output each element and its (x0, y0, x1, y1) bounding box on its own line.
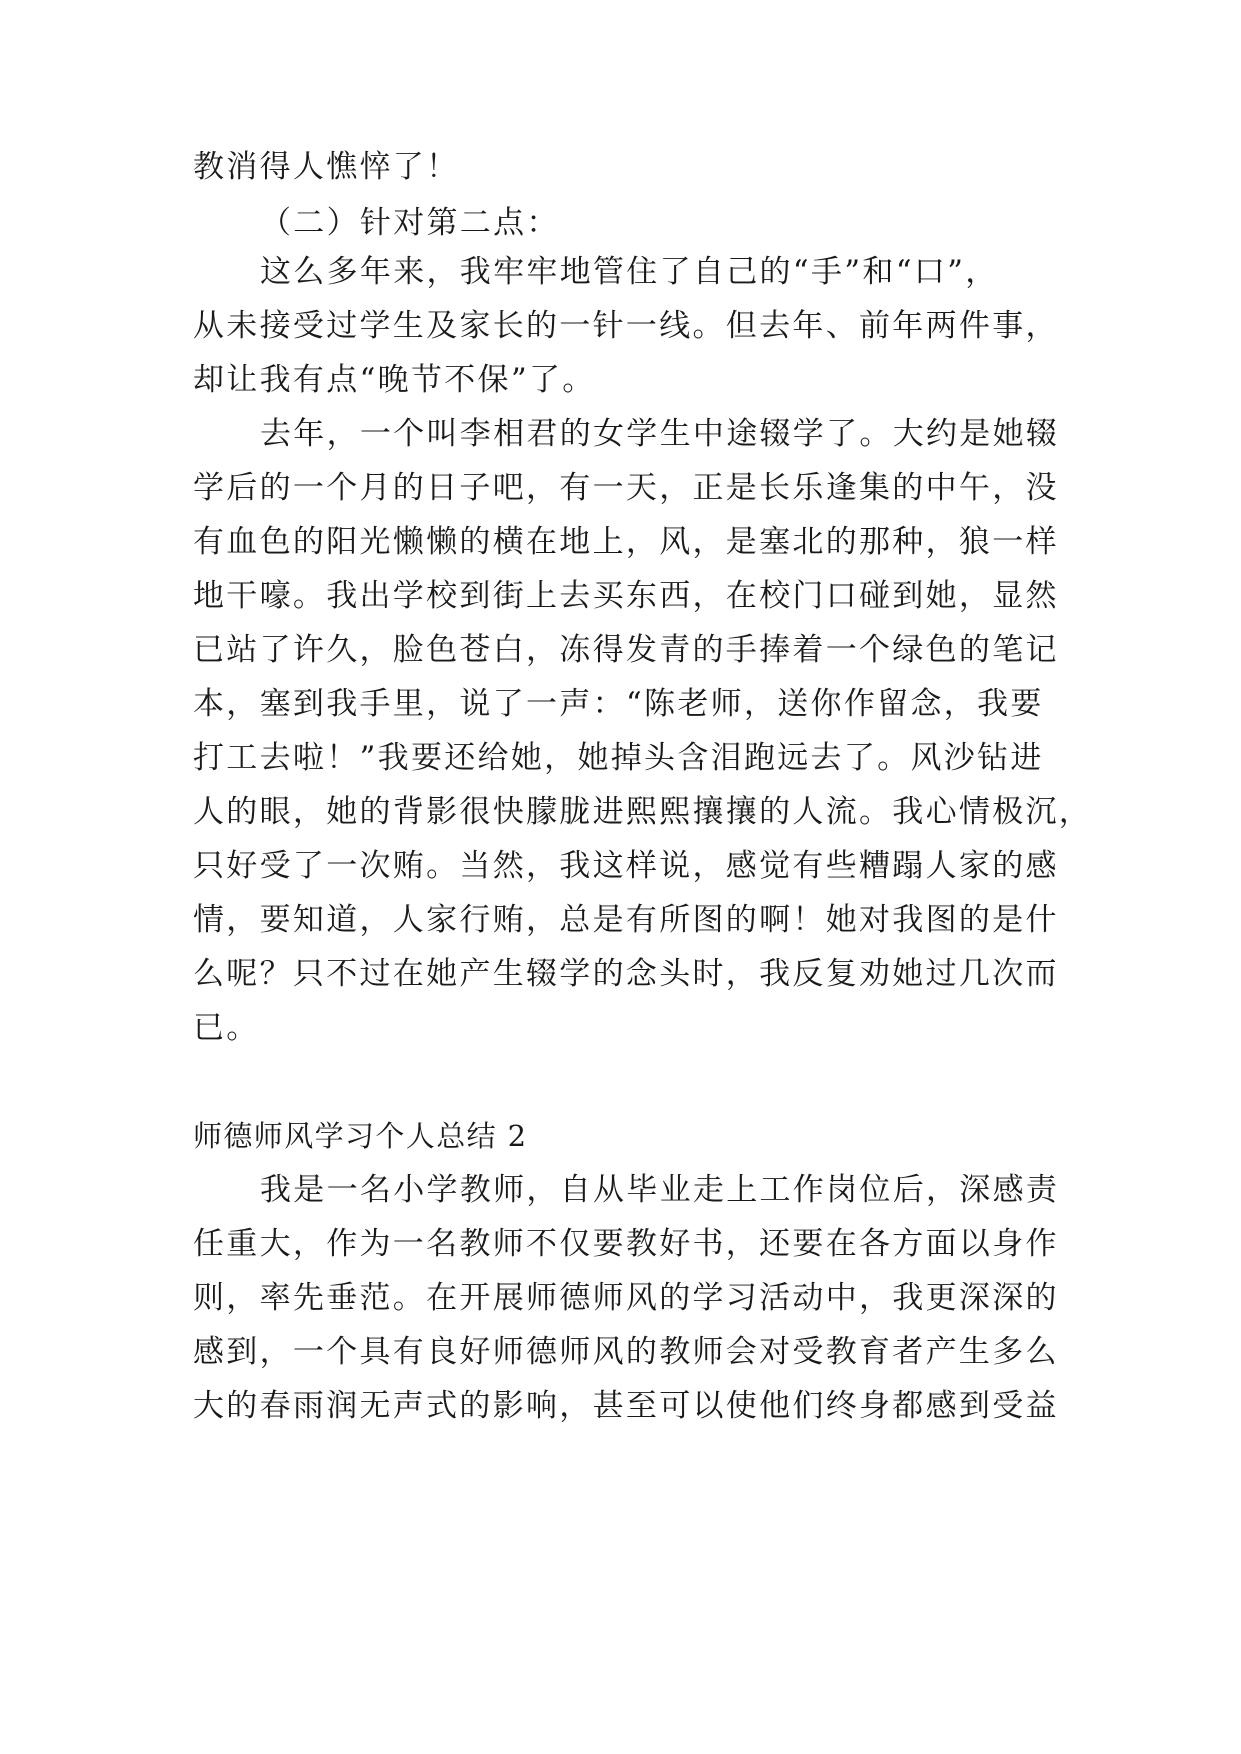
paragraph-line: 已。 (193, 1010, 260, 1046)
paragraph-line: 人的眼，她的背影很快朦胧进熙熙攘攘的人流。我心情极沉， (193, 794, 1093, 830)
paragraph-line: 我是一名小学教师，自从毕业走上工作岗位后，深感责 (260, 1172, 1060, 1208)
paragraph-line: 去年，一个叫李相君的女学生中途辍学了。大约是她辍 (260, 416, 1060, 452)
paragraph-line: 从未接受过学生及家长的一针一线。但去年、前年两件事， (193, 308, 1059, 344)
paragraph-line: 么呢？只不过在她产生辍学的念头时，我反复劝她过几次而 (193, 956, 1059, 992)
paragraph-line: 大的春雨润无声式的影响，甚至可以使他们终身都感到受益 (193, 1388, 1059, 1424)
paragraph-line: 本，塞到我手里，说了一声：“陈老师，送你作留念，我要 (193, 686, 1044, 722)
paragraph-line: 任重大，作为一名教师不仅要教好书，还要在各方面以身作 (193, 1226, 1059, 1262)
top-fragment-line: 教消得人憔悴了！ (193, 149, 460, 185)
paragraph-line: 则，率先垂范。在开展师德师风的学习活动中，我更深深的 (193, 1280, 1059, 1316)
paragraph-line: 已站了许久，脸色苍白，冻得发青的手捧着一个绿色的笔记 (193, 632, 1059, 668)
section-title: 师德师风学习个人总结 2 (193, 1119, 528, 1153)
paragraph-line: 却让我有点“晚节不保”了。 (193, 362, 596, 398)
paragraph-line: 地干嚎。我出学校到街上去买东西，在校门口碰到她，显然 (193, 578, 1059, 614)
paragraph-line: 情，要知道，人家行贿，总是有所图的啊！她对我图的是什 (193, 902, 1059, 938)
paragraph-line: 感到，一个具有良好师德师风的教师会对受教育者产生多么 (193, 1334, 1059, 1370)
paragraph-line: 只好受了一次贿。当然，我这样说，感觉有些糟蹋人家的感 (193, 848, 1059, 884)
paragraph-line: 打工去啦！”我要还给她，她掉头含泪跑远去了。风沙钻进 (193, 740, 1044, 776)
subsection-heading: （二）针对第二点： (260, 205, 560, 241)
paragraph-line: 这么多年来，我牢牢地管住了自己的“手”和“口”， (260, 254, 999, 290)
paragraph-line: 有血色的阳光懒懒的横在地上，风，是塞北的那种，狼一样 (193, 524, 1059, 560)
paragraph-line: 学后的一个月的日子吧，有一天，正是长乐逢集的中午，没 (193, 470, 1059, 506)
